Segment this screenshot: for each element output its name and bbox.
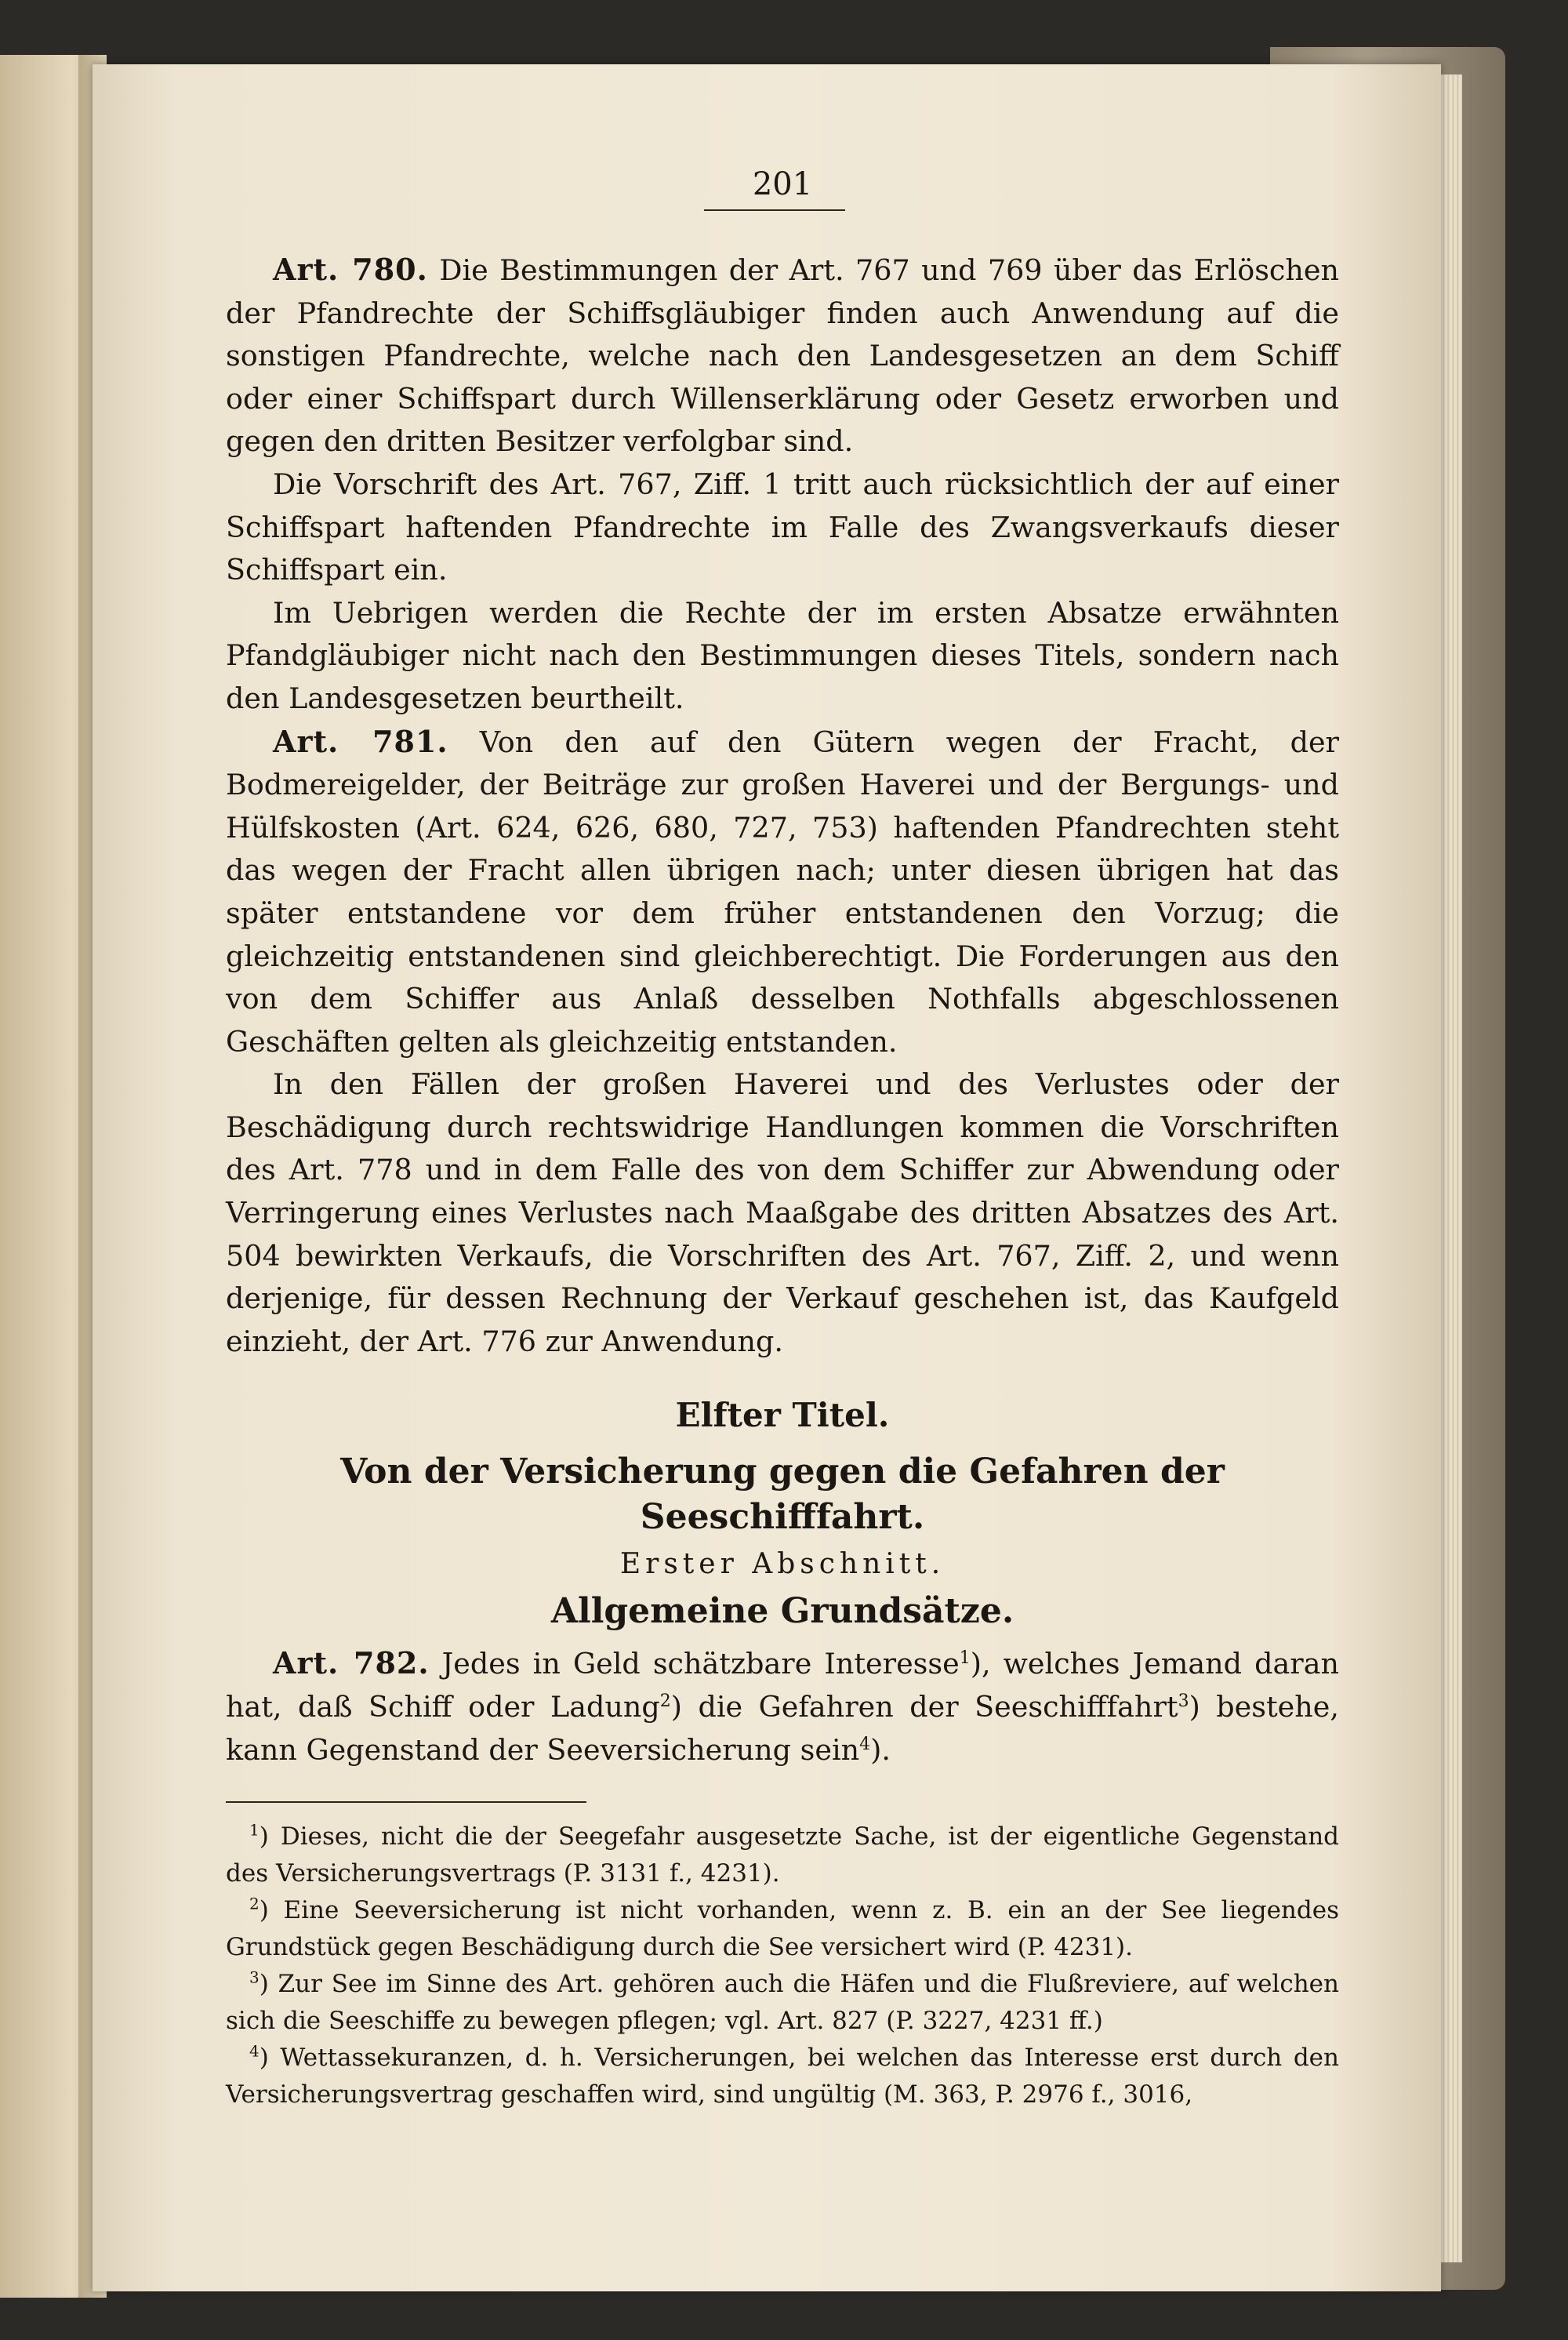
art-782-text-5: ). — [870, 1732, 891, 1767]
footnote-ref-4: 4 — [859, 1734, 871, 1754]
art-782-text-3: ) die Gefahren der Seeschifffahrt — [670, 1690, 1178, 1724]
footnote-4-mark: 4 — [249, 2041, 260, 2061]
section-heading: Erster Abschnitt. — [619, 1548, 946, 1581]
footnote-3-text: ) Zur See im Sinne des Art. gehören auch die Häfen und die Flußreviere, auf welchen sich die Seeschiffe zu bewegen pflegen; vgl. Art. 827 (P. 3227, 4231 ff.) — [226, 1970, 1339, 2036]
art-780-text: Die Bestimmungen der Art. 767 und 769 über das Erlöschen der Pfandrechte der Schiffsgläubiger finden auch Anwendung auf die sonstigen Pfandrechte, welche nach den Landesgesetzen an dem Schiff oder einer Schiffspart durch Willenserklärung oder Gesetz erworben und gegen den dritten Besitzer verfolgbar sind. — [226, 253, 1339, 459]
art-781-paragraph-1 — [226, 721, 1339, 1064]
title-heading: Elfter Titel. — [675, 1396, 890, 1435]
page-content — [226, 64, 1339, 2291]
art-782-paragraph — [226, 1642, 1339, 1771]
art-782-label: Art. 782. — [273, 1645, 430, 1681]
footnote-2 — [226, 1892, 1339, 1966]
footnote-4-text: ) Wettassekuranzen, d. h. Versicherungen, bei welchen das Interesse erst durch den Versicherungsvertrag geschaffen wird, sind ungültig (M. 363, P. 2976 f., 3016, — [226, 2044, 1339, 2109]
footnote-rule — [226, 1801, 586, 1803]
art-782-text-4: ) bestehe, kann Gegenstand der Seeversicherung sein — [226, 1690, 1339, 1767]
footnote-2-text: ) Eine Seeversicherung ist nicht vorhanden, wenn z. B. ein an der See liegendes Grundstück gegen Beschädigung durch die See versichert wird (P. 4231). — [226, 1896, 1339, 1962]
art-780-paragraph-2: Die Vorschrift des Art. 767, Ziff. 1 tritt auch rücksichtlich der auf einer Schiffspart haftenden Pfandrechte im Falle des Zwangsverkaufs dieser Schiffspart ein. — [226, 467, 1339, 587]
footnote-4 — [226, 2040, 1339, 2113]
footnote-3 — [226, 1966, 1339, 2040]
footnote-1-text: ) Dieses, nicht die der Seegefahr ausgesetzte Sache, ist der eigentliche Gegenstand des Versicherungsvertrags (P. 3131 f., 4231). — [226, 1822, 1339, 1888]
section-title: Allgemeine Grundsätze. — [550, 1591, 1014, 1632]
footnote-3-mark: 3 — [249, 1968, 260, 1987]
body-text — [226, 249, 1339, 2113]
art-781-text: Von den auf den Gütern wegen der Fracht, der Bodmereigelder, der Beiträge zur großen Haverei und der Bergungs- und Hülfskosten (Art. 624, 626, 680, 727, 753) haftenden Pfandrechten steht das wegen der Fracht allen übrigen nach; unter diesen übrigen hat das später entstandene vor dem früher entstandenen den Vorzug; die gleichzeitig entstandenen sind gleichberechtigt. Die Forderungen aus den von dem Schiffer aus Anlaß desselben Nothfalls abgeschlossenen Geschäften gelten als gleichzeitig entstanden. — [226, 725, 1339, 1059]
page-number: 201 — [752, 166, 813, 202]
footnote-1-mark: 1 — [249, 1820, 260, 1840]
art-781-label: Art. 781. — [273, 723, 448, 759]
art-782-text-2: ), welches Jemand daran hat, daß Schiff oder Ladung — [226, 1647, 1339, 1724]
art-780-paragraph-3: Im Uebrigen werden die Rechte der im ersten Absatze erwähnten Pfandgläubiger nicht nach den Bestimmungen dieses Titels, sondern nach den Landesgesetzen beurtheilt. — [226, 595, 1339, 715]
art-781-paragraph-2: In den Fällen der großen Haverei und des Verlustes oder der Beschädigung durch rechtswidrige Handlungen kommen die Vorschriften des Art. 778 und in dem Falle des von dem Schiffer zur Abwendung oder Verringerung eines Verlustes nach Maaßgabe des dritten Absatzes des Art. 504 bewirkten Verkaufs, die Vorschriften des Art. 767, Ziff. 2, und wenn derjenige, für dessen Rechnung der Verkauf geschehen ist, das Kaufgeld einzieht, der Art. 776 zur Anwendung. — [226, 1067, 1339, 1358]
book-page — [93, 64, 1441, 2291]
page-number-rule — [704, 209, 845, 211]
title-subheading: Von der Versicherung gegen die Gefahren der Seeschifffahrt. — [340, 1452, 1225, 1538]
footnote-1 — [226, 1819, 1339, 1892]
art-780-paragraph-1 — [226, 249, 1339, 463]
footnote-2-mark: 2 — [249, 1894, 260, 1913]
art-782-text-1: Jedes in Geld schätzbare Interesse — [429, 1647, 960, 1681]
art-780-label: Art. 780. — [273, 252, 428, 287]
footnote-ref-3: 3 — [1178, 1691, 1189, 1711]
footnote-ref-2: 2 — [659, 1691, 671, 1711]
footnote-ref-1: 1 — [959, 1648, 971, 1669]
